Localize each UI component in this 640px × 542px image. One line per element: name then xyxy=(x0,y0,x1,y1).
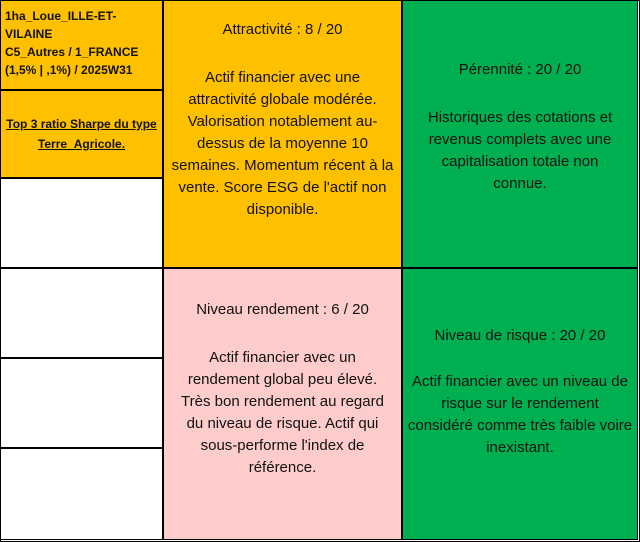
blank-cell-2 xyxy=(0,268,163,358)
risque-title: Niveau de risque : 20 / 20 xyxy=(434,327,606,344)
perennite-title: Pérennité : 20 / 20 xyxy=(458,61,582,78)
perennite-card xyxy=(402,0,638,268)
risque-card xyxy=(402,268,638,540)
top3-line1: Top 3 ratio Sharpe du type xyxy=(6,117,157,131)
rendement-description: Actif financier avec un rendement global peu élevé. Très bon rendement au regard du niveau de risque. Actif qui sous-performe l'index de référence. xyxy=(181,349,384,476)
attractivite-card xyxy=(163,0,402,268)
perennite-description: Historiques des cotations et revenus complets avec une capitalisation totale non connue. xyxy=(427,109,613,192)
asset-header xyxy=(0,0,163,90)
asset-name: 1ha_Loue_ILLE-ET-VILAINE xyxy=(5,9,117,41)
rendement-card xyxy=(163,268,402,540)
top3-sharpe-label xyxy=(0,90,163,178)
blank-cell-3 xyxy=(0,358,163,448)
blank-cell-4 xyxy=(0,448,163,540)
attractivite-description: Actif financier avec une attractivité globale modérée. Valorisation notablement au-dessus de la moyenne 10 semaines. Momentum récent à la vente. Score ESG de l'actif non disponible. xyxy=(171,69,394,218)
risque-description: Actif financier avec un niveau de risque sur le rendement considéré comme très faible voire inexistant. xyxy=(407,373,633,456)
rendement-title: Niveau rendement : 6 / 20 xyxy=(196,301,369,318)
asset-category: C5_Autres / 1_FRANCE xyxy=(5,45,139,59)
blank-cell-1 xyxy=(0,178,163,268)
attractivite-title: Attractivité : 8 / 20 xyxy=(222,21,343,38)
asset-period: (1,5% | ,1%) / 2025W31 xyxy=(5,63,133,77)
top3-line2: Terre_Agricole. xyxy=(37,137,126,151)
